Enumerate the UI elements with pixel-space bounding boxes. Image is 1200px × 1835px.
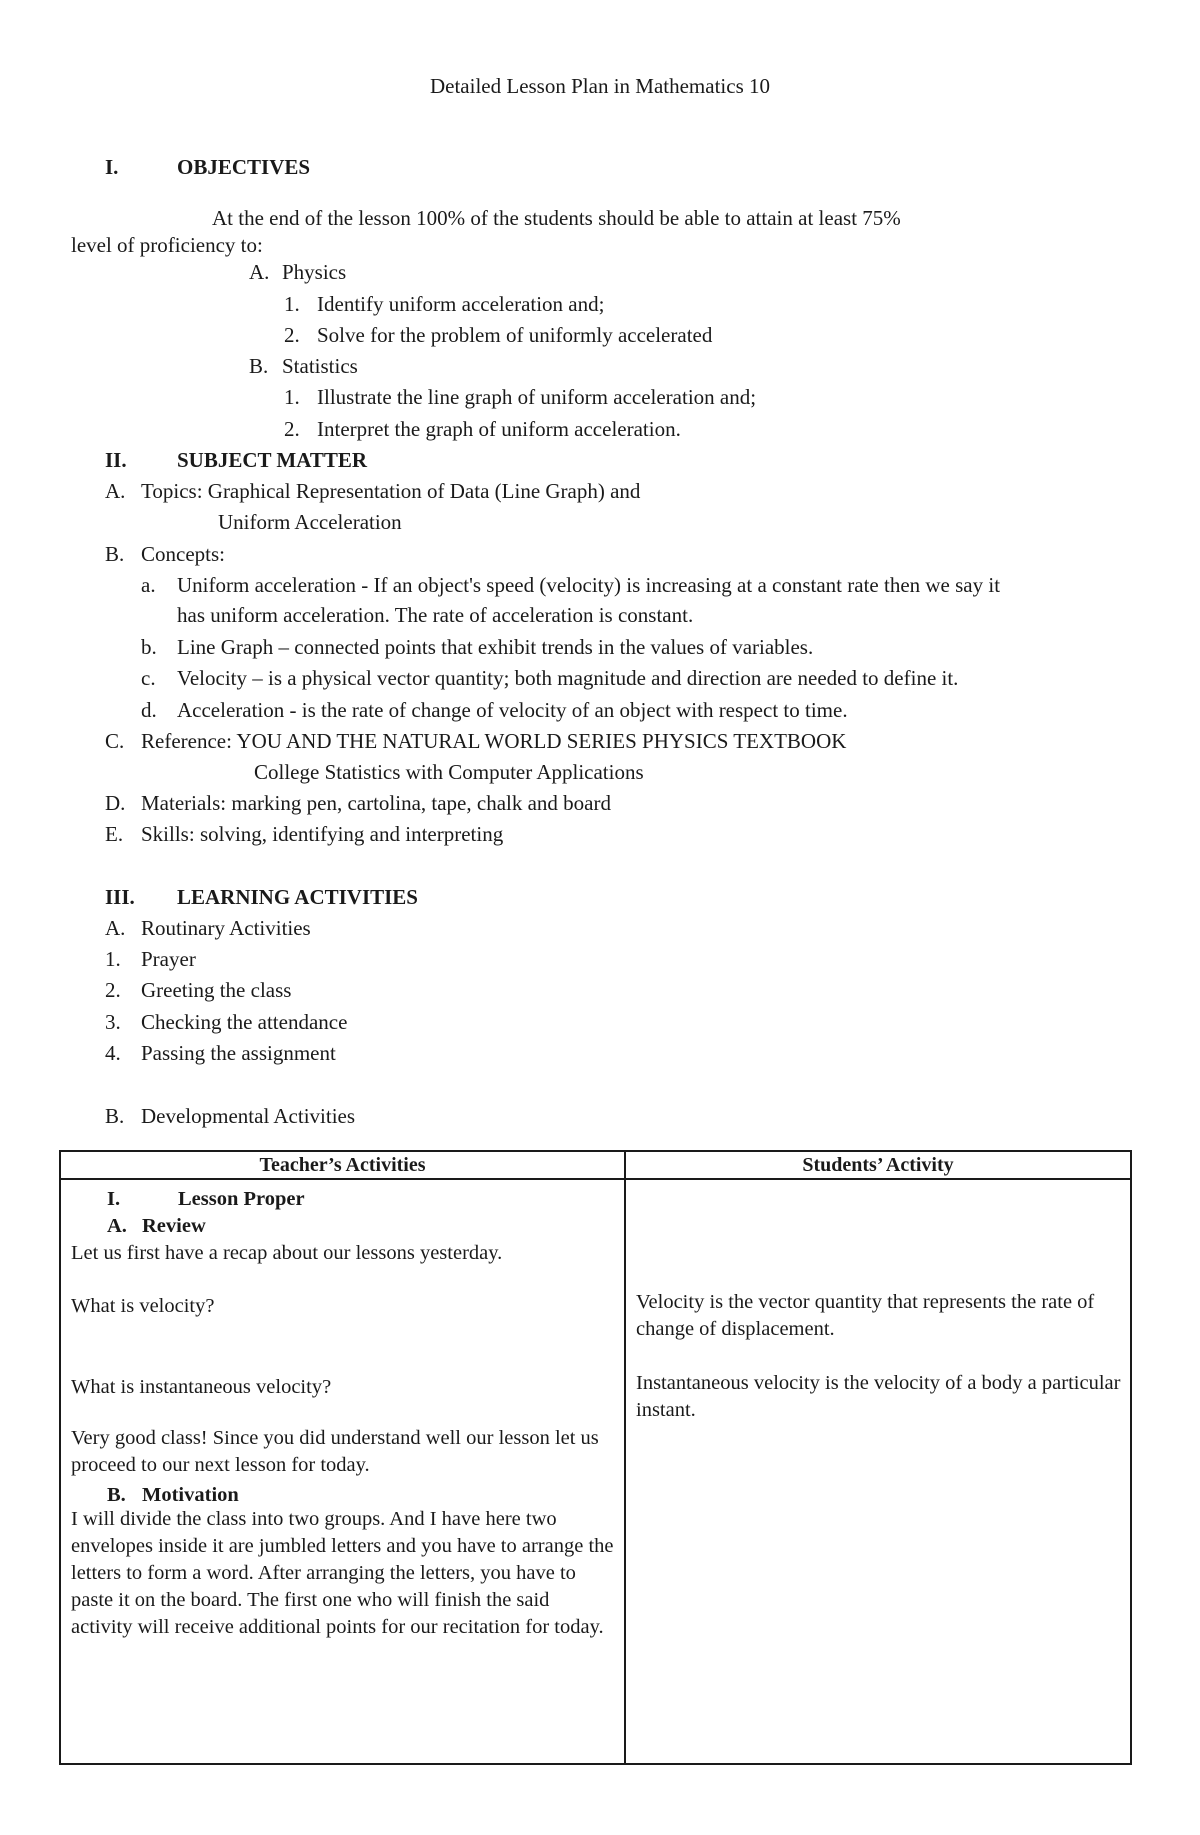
answer-instantaneous-velocity: Instantaneous velocity is the velocity of a body a particular instant. (636, 1372, 1121, 1421)
routinary-marker: A. (105, 916, 126, 940)
recap-text: Let us first have a recap about our lessons yesterday. (71, 1242, 503, 1264)
question-instantaneous-velocity: What is instantaneous velocity? (71, 1376, 332, 1398)
concepts-label: Concepts: (141, 542, 225, 566)
students-activity-cell (625, 1179, 1131, 1764)
objectives-intro: At the end of the lesson 100% of the students should be able to attain at least 75% (212, 206, 901, 230)
section-heading-subject-matter: SUBJECT MATTER (177, 448, 368, 472)
section-heading-objectives: OBJECTIVES (177, 155, 311, 179)
materials-marker: D. (105, 791, 126, 815)
objective-b-item: Interpret the graph of uniform acceleration. (317, 417, 681, 441)
routinary-item: Greeting the class (141, 978, 292, 1002)
objective-a-item: Solve for the problem of uniformly accelerated (317, 323, 713, 347)
objective-a-item-number: 2. (284, 323, 300, 347)
answer-velocity: Velocity is the vector quantity that represents the rate of change of displacement. (636, 1291, 1095, 1340)
review-heading: Review (142, 1215, 206, 1237)
motivation-heading: Motivation (142, 1484, 239, 1506)
developmental-label: Developmental Activities (141, 1104, 356, 1128)
column-header-teacher: Teacher’s Activities (60, 1151, 625, 1179)
materials-line: Materials: marking pen, cartolina, tape, chalk and board (141, 791, 611, 815)
concept-text: Velocity – is a physical vector quantity; both magnitude and direction are needed to define it. (177, 666, 959, 690)
section-number-objectives: I. (105, 155, 119, 179)
objective-a-item: Identify uniform acceleration and; (317, 292, 605, 316)
section-number-subject-matter: II. (105, 448, 127, 472)
routinary-number: 3. (105, 1010, 121, 1034)
concept-text: Line Graph – connected points that exhibit trends in the values of variables. (177, 635, 814, 659)
objective-a-label: Physics (282, 260, 347, 284)
routinary-item: Checking the attendance (141, 1010, 348, 1034)
review-marker: A. (107, 1215, 127, 1237)
reference-line: Reference: YOU AND THE NATURAL WORLD SERIES PHYSICS TEXTBOOK (141, 729, 847, 753)
routinary-number: 4. (105, 1041, 121, 1065)
routinary-number: 2. (105, 978, 121, 1002)
routinary-label: Routinary Activities (141, 916, 311, 940)
objective-b-item-number: 1. (284, 385, 300, 409)
section-heading-learning-activities: LEARNING ACTIVITIES (177, 885, 418, 909)
concept-text: Acceleration - is the rate of change of velocity of an object with respect to time. (177, 698, 848, 722)
routinary-item: Passing the assignment (141, 1041, 336, 1065)
lesson-proper-number: I. (107, 1188, 121, 1210)
topics-line-cont: Uniform Acceleration (218, 510, 402, 534)
concept-letter: c. (141, 666, 156, 690)
teacher-activities-cell (60, 1179, 625, 1764)
table-header-row (60, 1151, 1131, 1179)
routinary-item: Prayer (141, 947, 196, 971)
praise-text: Very good class! Since you did understand well our lesson let us proceed to our next lesson for today. (71, 1427, 599, 1476)
reference-line-cont: College Statistics with Computer Applications (254, 760, 644, 784)
concepts-marker: B. (105, 542, 125, 566)
objective-b-label: Statistics (282, 354, 358, 378)
topics-marker: A. (105, 479, 126, 503)
objectives-intro-cont: level of proficiency to: (71, 233, 263, 257)
developmental-marker: B. (105, 1104, 125, 1128)
concept-text-cont: has uniform acceleration. The rate of acceleration is constant. (177, 603, 694, 627)
objective-b-marker: B. (249, 354, 269, 378)
objective-b-item-number: 2. (284, 417, 300, 441)
question-velocity: What is velocity? (71, 1295, 215, 1317)
objective-b-item: Illustrate the line graph of uniform acceleration and; (317, 385, 757, 409)
column-header-students: Students’ Activity (625, 1151, 1131, 1179)
page-title: Detailed Lesson Plan in Mathematics 10 (429, 74, 770, 98)
activities-table (59, 1150, 1132, 1765)
objective-a-marker: A. (249, 260, 270, 284)
motivation-text: I will divide the class into two groups. And I have here two envelopes inside it are jumbled letters and you have to arrange the letters to form a word. After arranging the letters, you have to paste it on the board. The first one who will finish the said activity will receive additional points for our recitation for today. (71, 1508, 614, 1638)
concept-text: Uniform acceleration - If an object's speed (velocity) is increasing at a constant rate then we say it (177, 573, 1001, 597)
routinary-number: 1. (105, 947, 121, 971)
concept-letter: d. (141, 698, 157, 722)
concept-letter: a. (141, 573, 156, 597)
lesson-proper-heading: Lesson Proper (178, 1188, 305, 1210)
objective-a-item-number: 1. (284, 292, 300, 316)
table-row (60, 1179, 1131, 1764)
reference-marker: C. (105, 729, 125, 753)
skills-line: Skills: solving, identifying and interpreting (141, 822, 504, 846)
skills-marker: E. (105, 822, 124, 846)
motivation-marker: B. (107, 1484, 126, 1506)
topics-line: Topics: Graphical Representation of Data (Line Graph) and (141, 479, 641, 503)
section-number-learning-activities: III. (105, 885, 135, 909)
concept-letter: b. (141, 635, 157, 659)
